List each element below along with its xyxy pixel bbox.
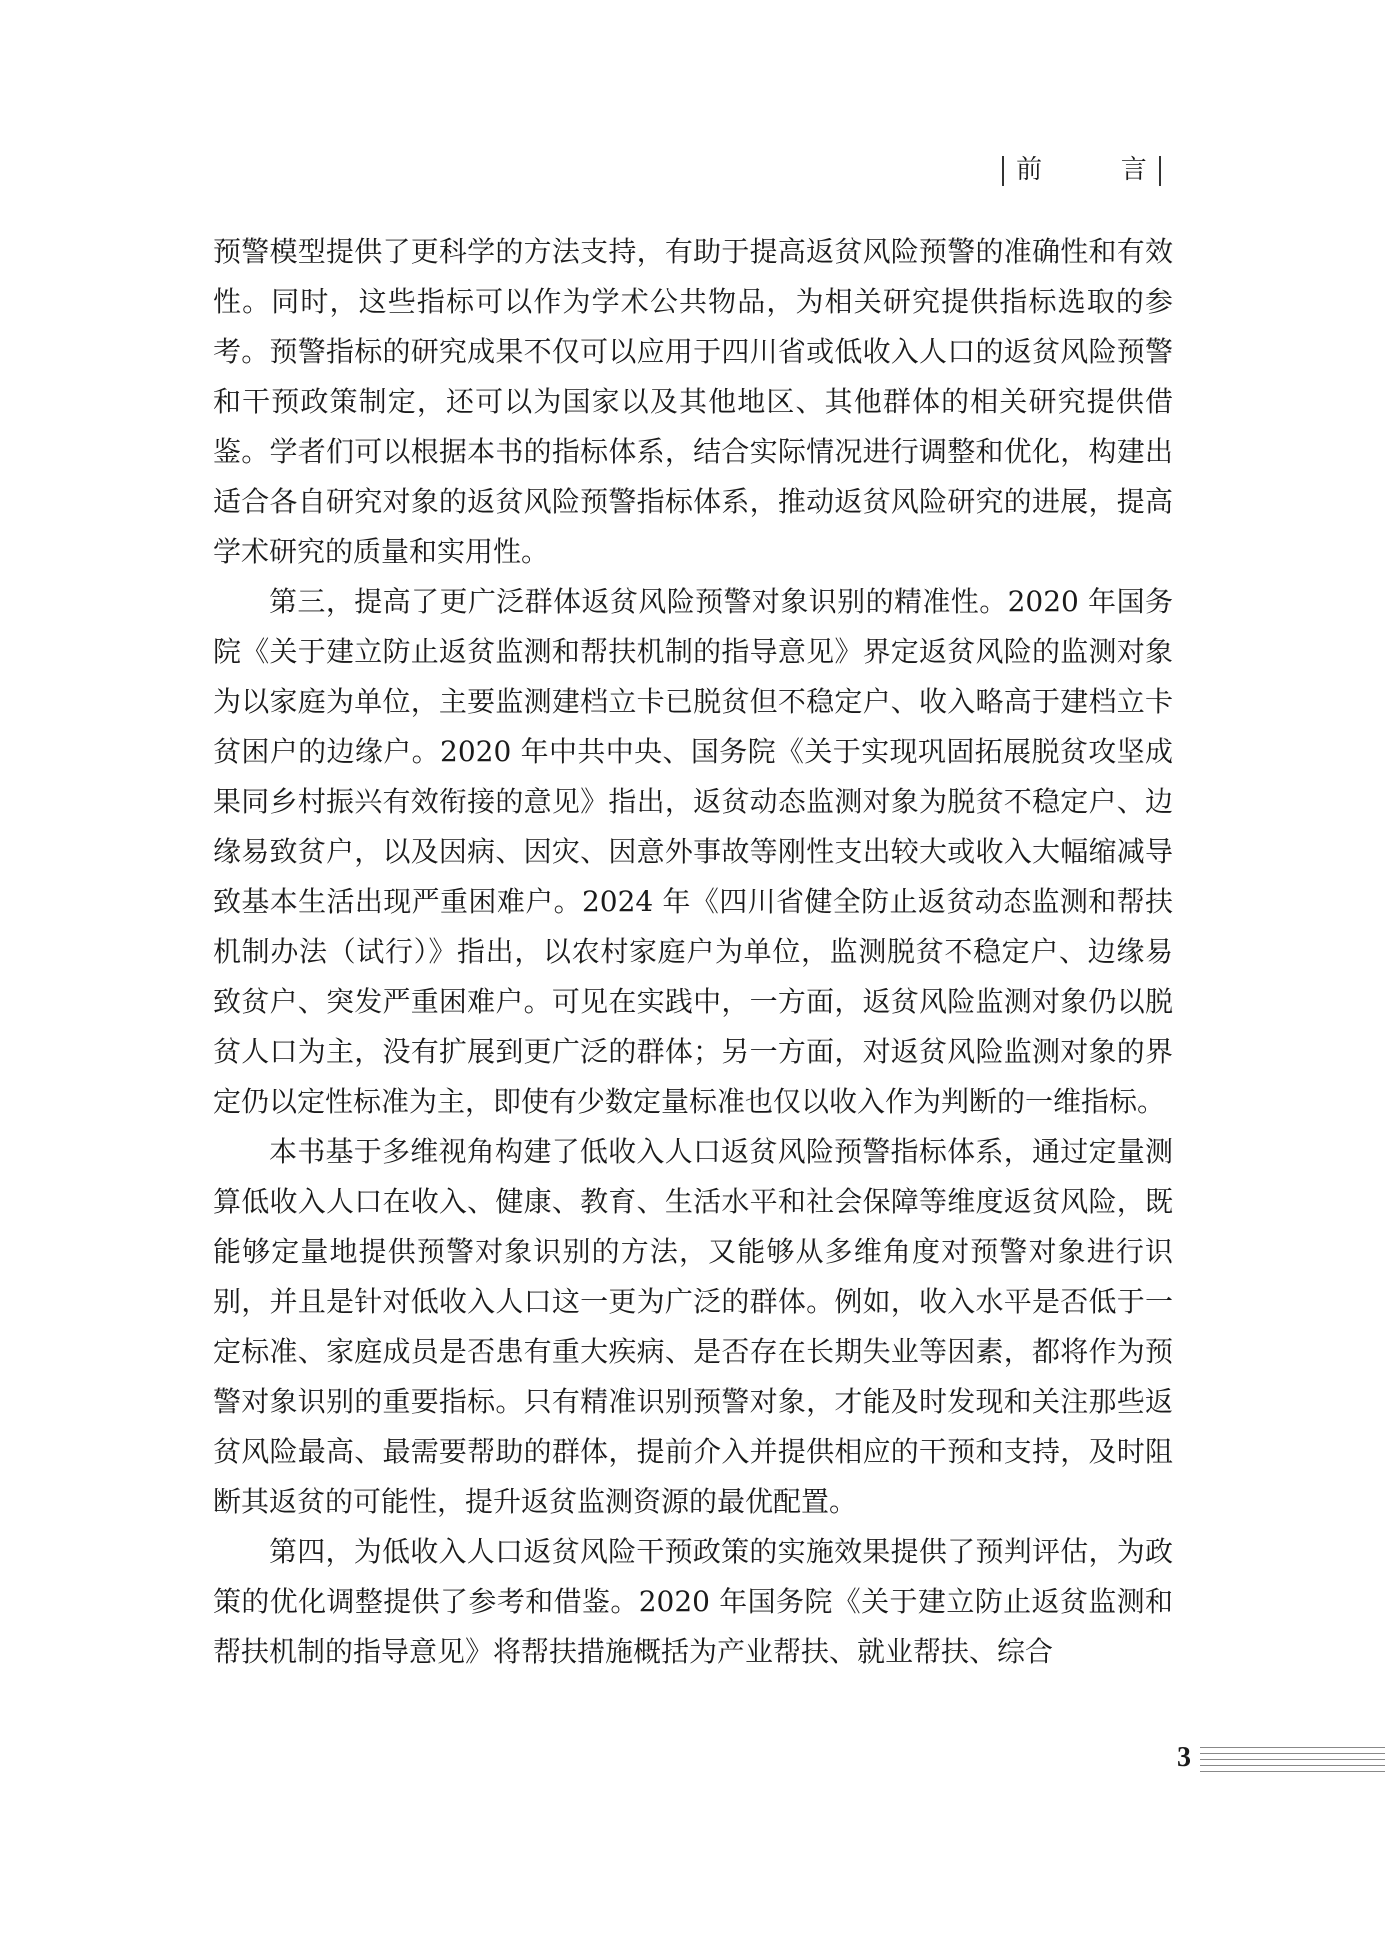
paragraph-book-approach: 本书基于多维视角构建了低收入人口返贫风险预警指标体系，通过定量测算低收入人口在收入、健康、教育、生活水平和社会保障等维度返贫风险，既能够定量地提供预警对象识别的方法，又能够从多维角度对预警对象进行识别，并且是针对低收入人口这一更为广泛的群体。例如，收入水平是否低于一定标准、家庭成员是否患有重大疾病、是否存在长期失业等因素，都将作为预警对象识别的重要指标。只有精准识别预警对象，才能及时发现和关注那些返贫风险最高、最需要帮助的群体，提前介入并提供相应的干预和支持，及时阻断其返贫的可能性，提升返贫监测资源的最优配置。 [213, 1135, 1173, 1518]
running-head-title-char-1: 前 [1016, 155, 1043, 185]
running-head-right-bar [1159, 156, 1161, 186]
paragraph-third-point: 第三，提高了更广泛群体返贫风险预警对象识别的精准性。2020 年国务院《关于建立防止返贫监测和帮扶机制的指导意见》界定返贫风险的监测对象为以家庭为单位，主要监测建档立卡已脱贫但不稳定户、收入略高于建档立卡贫困户的边缘户。2020 年中共中央、国务院《关于实现巩固拓展脱贫攻坚成果同乡村振兴有效衔接的意见》指出，返贫动态监测对象为脱贫不稳定户、边缘易致贫户，以及因病、因灾、因意外事故等刚性支出较大或收入大幅缩减导致基本生活出现严重困难户。2024 年《四川省健全防止返贫动态监测和帮扶机制办法（试行）》指出，以农村家庭户为单位，监测脱贫不稳定户、边缘易致贫户、突发严重困难户。可见在实践中，一方面，返贫风险监测对象仍以脱贫人口为主，没有扩展到更广泛的群体；另一方面，对返贫风险监测对象的界定仍以定性标准为主，即使有少数定量标准也仅以收入作为判断的一维指标。 [213, 585, 1173, 1118]
running-head-left-bar [1002, 156, 1004, 186]
body-text [213, 227, 1173, 1677]
paragraph-continued: 预警模型提供了更科学的方法支持，有助于提高返贫风险预警的准确性和有效性。同时，这些指标可以作为学术公共物品，为相关研究提供指标选取的参考。预警指标的研究成果不仅可以应用于四川省或低收入人口的返贫风险预警和干预政策制定，还可以为国家以及其他地区、其他群体的相关研究提供借鉴。学者们可以根据本书的指标体系，结合实际情况进行调整和优化，构建出适合各自研究对象的返贫风险预警指标体系，推动返贫风险研究的进展，提高学术研究的质量和实用性。 [213, 235, 1173, 568]
running-head-title-char-2: 言 [1120, 155, 1147, 185]
page-number-decoration [1200, 1747, 1385, 1777]
paragraph-fourth-point: 第四，为低收入人口返贫风险干预政策的实施效果提供了预判评估，为政策的优化调整提供了参考和借鉴。2020 年国务院《关于建立防止返贫监测和帮扶机制的指导意见》将帮扶措施概括为产业帮扶、就业帮扶、综合 [213, 1535, 1173, 1668]
page-number: 3 [1177, 1742, 1191, 1773]
running-head [998, 152, 1165, 188]
